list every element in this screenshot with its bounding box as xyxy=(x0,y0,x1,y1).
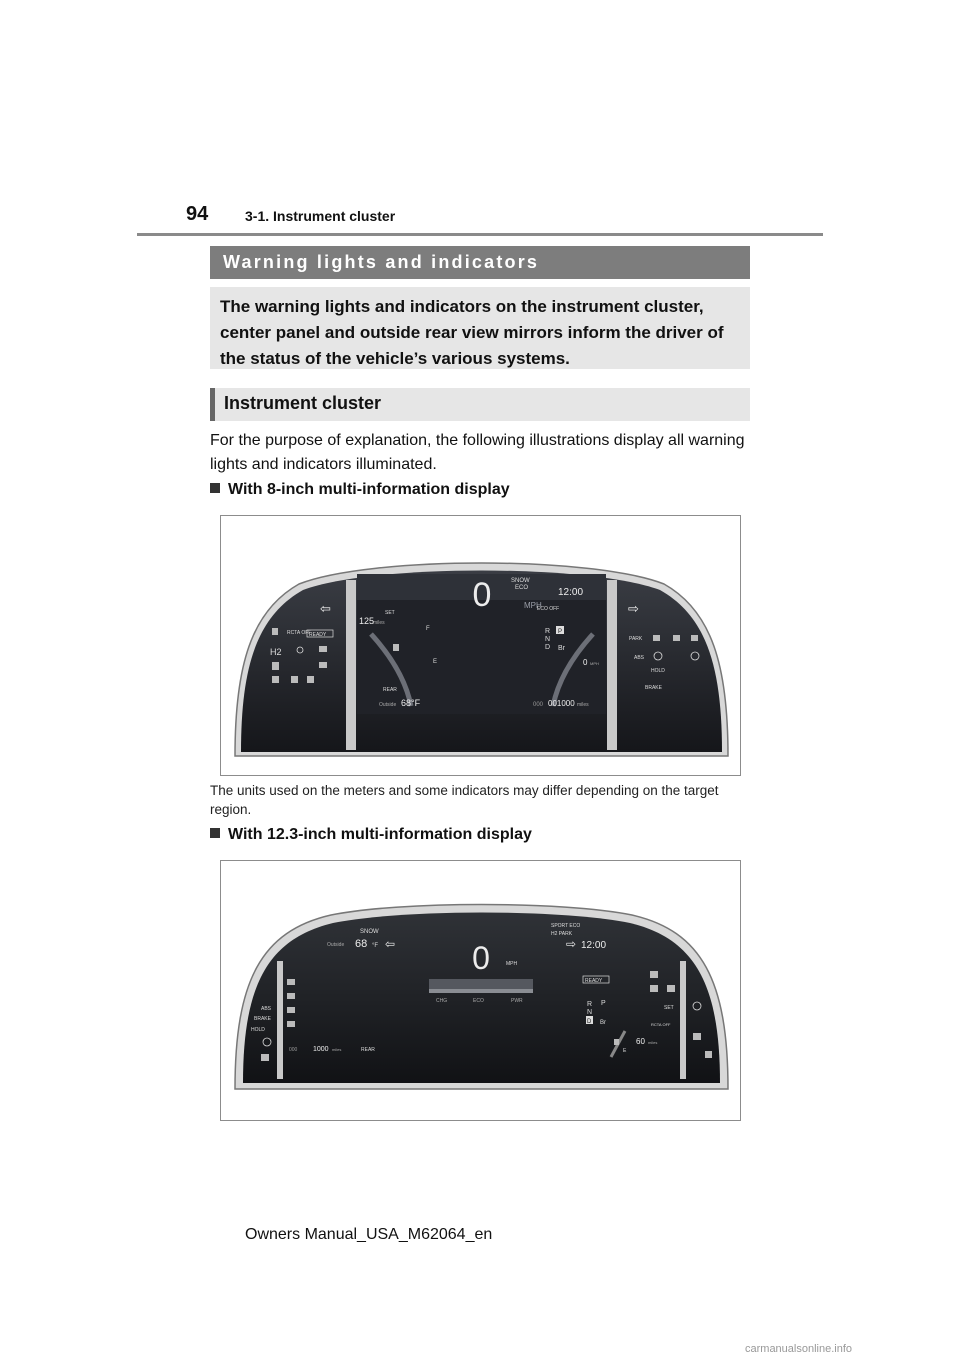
gear-n: N xyxy=(587,1009,593,1016)
fuel-full-label: F xyxy=(426,626,430,632)
left-turn-arrow-icon: ⇦ xyxy=(320,601,331,616)
sport-eco-mode: SPORT ECO xyxy=(551,923,581,929)
steering-icon xyxy=(653,635,660,641)
brake-indicator: BRAKE xyxy=(645,685,662,691)
vehicle-icon xyxy=(705,1051,712,1058)
watermark: carmanualsonline.info xyxy=(745,1343,853,1355)
lane-icon xyxy=(272,662,279,670)
square-bullet-icon xyxy=(210,483,220,493)
headlight-icon xyxy=(319,646,327,652)
square-bullet-icon xyxy=(210,828,220,838)
rear-seat-indicator: REAR xyxy=(361,1047,375,1053)
range-unit: miles xyxy=(648,1040,658,1045)
header-rule xyxy=(137,233,823,236)
outside-label: Outside xyxy=(327,942,345,948)
odometer-prefix: 000 xyxy=(289,1047,298,1053)
clock: 12:00 xyxy=(558,587,584,598)
gear-br: Br xyxy=(558,645,565,652)
rear-seat-indicator: REAR xyxy=(383,687,397,693)
speed-unit: MPH xyxy=(506,961,518,967)
hold-indicator: HOLD xyxy=(251,1027,265,1033)
figure-12-inch-cluster xyxy=(220,860,741,1121)
outside-label: Outside xyxy=(379,702,397,708)
eco-off-indicator: ECO OFF xyxy=(537,606,560,612)
brake-indicator: BRAKE xyxy=(254,1016,271,1022)
gear-d: D xyxy=(545,644,551,651)
fuel-pump-icon xyxy=(393,644,399,651)
abs-indicator: ABS xyxy=(261,1006,272,1012)
fuel-pump-icon xyxy=(614,1039,619,1045)
pwr-label: PWR xyxy=(511,998,523,1004)
snow-mode: SNOW xyxy=(360,929,379,935)
brake-hold-icon xyxy=(287,1021,295,1027)
hold-indicator: HOLD xyxy=(651,668,665,674)
vsc-off-icon xyxy=(673,635,680,641)
drive-mode-eco: ECO xyxy=(515,585,529,591)
subheading-instrument-cluster: Instrument cluster xyxy=(210,388,750,421)
power-value: 0 xyxy=(583,658,588,667)
rcta-off-indicator: RCTA OFF xyxy=(287,630,312,636)
lane-departure-icon xyxy=(650,971,658,978)
temp-unit: °F xyxy=(372,943,379,949)
cluster-12-inch-illustration xyxy=(221,861,741,1121)
auto-high-beam-icon xyxy=(287,993,295,999)
vsc-off-icon xyxy=(693,1033,701,1040)
case-heading-12-inch xyxy=(210,826,532,844)
gear-n: N xyxy=(545,636,551,643)
eco-label: ECO xyxy=(473,998,484,1004)
clock: 12:00 xyxy=(581,940,607,951)
section-banner: Warning lights and indicators xyxy=(210,246,750,279)
case-heading-8-inch-label: With 8-inch multi-information display xyxy=(228,481,510,498)
speed-readout: 0 xyxy=(472,940,490,976)
abs-indicator: ABS xyxy=(634,655,645,661)
odometer-unit: miles xyxy=(577,702,589,708)
parking-sensor-icon xyxy=(650,985,658,992)
parking-sensor-icon xyxy=(272,628,278,635)
auto-high-beam-icon xyxy=(319,662,327,668)
odometer-unit: miles xyxy=(332,1047,342,1052)
seatbelt-icon xyxy=(261,1054,269,1061)
gear-p: P xyxy=(558,629,563,635)
pcs-icon xyxy=(667,985,675,992)
fuel-empty-label: E xyxy=(623,1048,627,1054)
outside-temp: 68°F xyxy=(401,698,421,708)
gear-br: Br xyxy=(600,1020,606,1026)
skid-off-icon xyxy=(291,676,298,683)
fog-light-icon xyxy=(287,1007,295,1013)
cruise-set: SET xyxy=(385,610,395,616)
power-unit: MPH xyxy=(590,661,599,666)
cluster-8-inch-illustration xyxy=(221,516,741,776)
footer-manual-id: Owners Manual_USA_M62064_en xyxy=(245,1226,493,1243)
page-number: 94 xyxy=(186,203,209,225)
speed-unit: MPH xyxy=(524,601,542,610)
odometer-prefix: 000 xyxy=(533,702,544,708)
vehicle-icon xyxy=(272,676,279,683)
section-title: 3-1. Instrument cluster xyxy=(245,208,396,224)
speed-readout: 0 xyxy=(472,576,492,614)
range-value: 60 xyxy=(636,1037,645,1046)
gear-r: R xyxy=(587,1001,593,1008)
case-heading-12-inch-label: With 12.3-inch multi-information display xyxy=(228,826,532,843)
odometer-value: 1000 xyxy=(313,1046,329,1053)
odometer-value: 001000 xyxy=(548,699,575,708)
ready-indicator: READY xyxy=(309,632,327,638)
rcta-off-indicator: RCTA OFF xyxy=(651,1022,671,1027)
left-turn-arrow-icon: ⇦ xyxy=(385,937,396,951)
intro-box: The warning lights and indicators on the instrument cluster, center panel and outside rear view mirrors inform the driver of the status of the vehicle’s various systems. xyxy=(210,287,750,369)
case-heading-8-inch xyxy=(210,481,510,499)
h2-park-indicator: H2 PARK xyxy=(551,931,573,937)
fuel-empty-label: E xyxy=(433,659,438,665)
pcs-off-icon xyxy=(691,635,698,641)
range-unit: miles xyxy=(373,620,385,626)
cruise-set: SET xyxy=(664,1005,674,1011)
figure-8-inch-cluster xyxy=(220,515,741,776)
right-turn-arrow-icon: ⇨ xyxy=(566,937,577,951)
range-value: 125 xyxy=(359,616,375,626)
drive-mode-snow: SNOW xyxy=(511,578,530,584)
outside-temp: 68 xyxy=(355,938,368,950)
headlight-icon xyxy=(287,979,295,985)
chg-label: CHG xyxy=(436,998,448,1004)
h2-indicator: H2 xyxy=(270,647,282,657)
right-turn-arrow-icon: ⇨ xyxy=(628,601,639,616)
park-indicator: PARK xyxy=(629,636,643,642)
units-note: The units used on the meters and some indicators may differ depending on the target region. xyxy=(210,783,719,817)
gear-p: P xyxy=(601,1000,606,1007)
gear-d: D xyxy=(587,1019,592,1025)
gear-r: R xyxy=(545,628,551,635)
ready-indicator: READY xyxy=(585,978,603,984)
body-paragraph: For the purpose of explanation, the following illustrations display all warning lights and indicators illuminated. xyxy=(210,432,745,473)
seatbelt-icon xyxy=(307,676,314,683)
